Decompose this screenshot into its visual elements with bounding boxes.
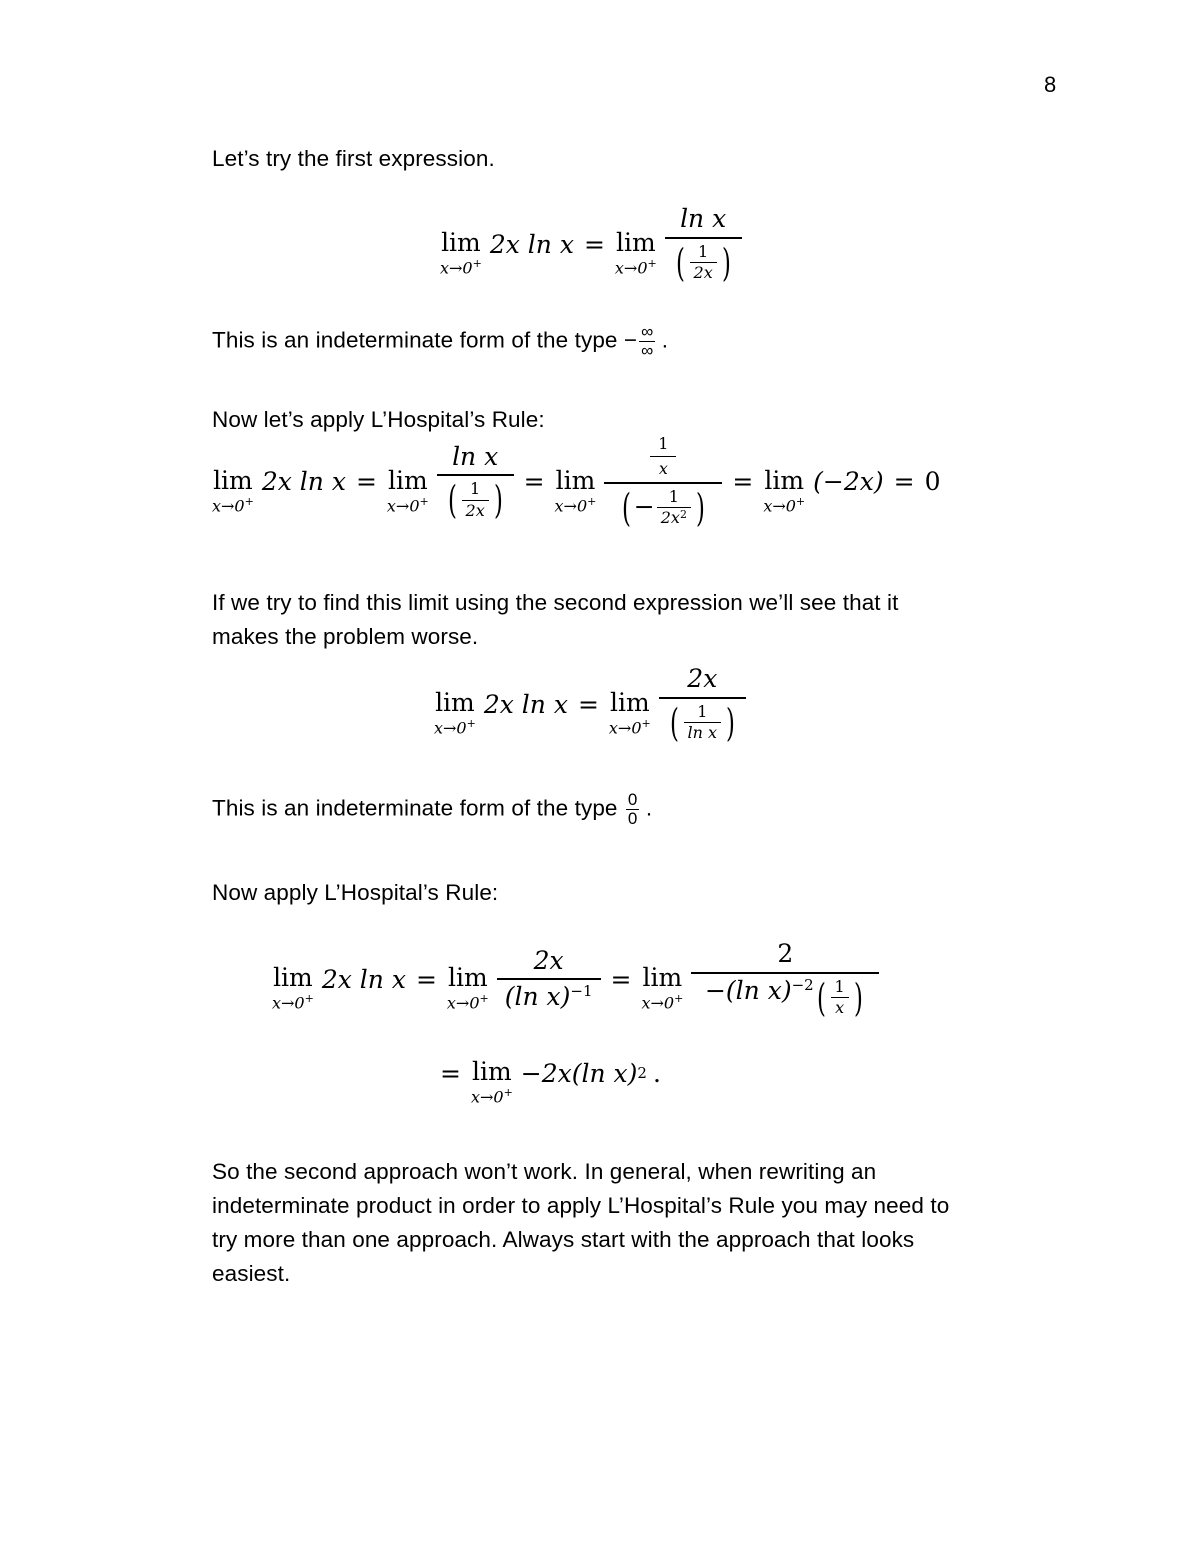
conclusion-line-3: try more than one approach. Always start with the approach that looks: [212, 1227, 915, 1252]
type-fraction: $\frac{\infty}{\infty}$: [641, 322, 654, 360]
equation-2: lim x→0+ 2x ln x = lim x→0+ ln x ( $\frac{1}{2x}$ ) = lim x→0+ $\frac{1}{x}$ ( − 1 2x 2 ) = lim x→0+ (−2x) = 0: [212, 434, 941, 530]
conclusion-line-2: indeterminate product in order to apply L’Hospital’s Rule you may need to: [212, 1193, 950, 1218]
page-number: 8: [1044, 72, 1057, 97]
fraction: ln x ( $\frac{1}{2x}$ ): [669, 205, 738, 284]
equation-4-continued: = lim x→0+ −2x(ln x) 2 .: [440, 1057, 661, 1107]
apply-rule-text-1: Now let’s apply L’Hospital’s Rule:: [212, 407, 545, 432]
limit-operator: lim x→0+: [440, 228, 482, 278]
second-expression-text-line-1: If we try to find this limit using the second expression we’ll see that it: [212, 590, 899, 615]
limit-operator: lim x→0+: [614, 228, 657, 278]
second-expression-text-line-2: makes the problem worse.: [212, 624, 479, 649]
equation-3: lim x→0+ 2x ln x = lim x→0+ 2x ( $\frac{1}{\text{ln x}}$ ): [434, 665, 746, 744]
intro-text: Let’s try the first expression.: [212, 146, 495, 171]
product-expression: 2x ln x: [489, 229, 574, 259]
equation-1: lim x→0+ 2x ln x = lim x→0+ ln x ( $\frac{1}{2x}$ ): [440, 205, 742, 284]
equation-4: lim x→0+ 2x ln x = lim x→0+ 2x (ln x) −1 = lim x→0+ 2 −(ln x) −2 ( $\frac{1}{x}$ ): [272, 940, 879, 1019]
conclusion-line-4: easiest.: [212, 1261, 291, 1286]
conclusion-line-1: So the second approach won’t work. In general, when rewriting an: [212, 1159, 877, 1184]
type-fraction: $\frac{0}{0}$: [627, 790, 638, 828]
indeterminate-form-text-1: This is an indeterminate form of the type − $\frac{\infty}{\infty}$ .: [212, 322, 669, 360]
apply-rule-text-2: Now apply L’Hospital’s Rule:: [212, 880, 499, 905]
indeterminate-form-text-2: This is an indeterminate form of the type $\frac{0}{0}$ .: [212, 790, 653, 828]
